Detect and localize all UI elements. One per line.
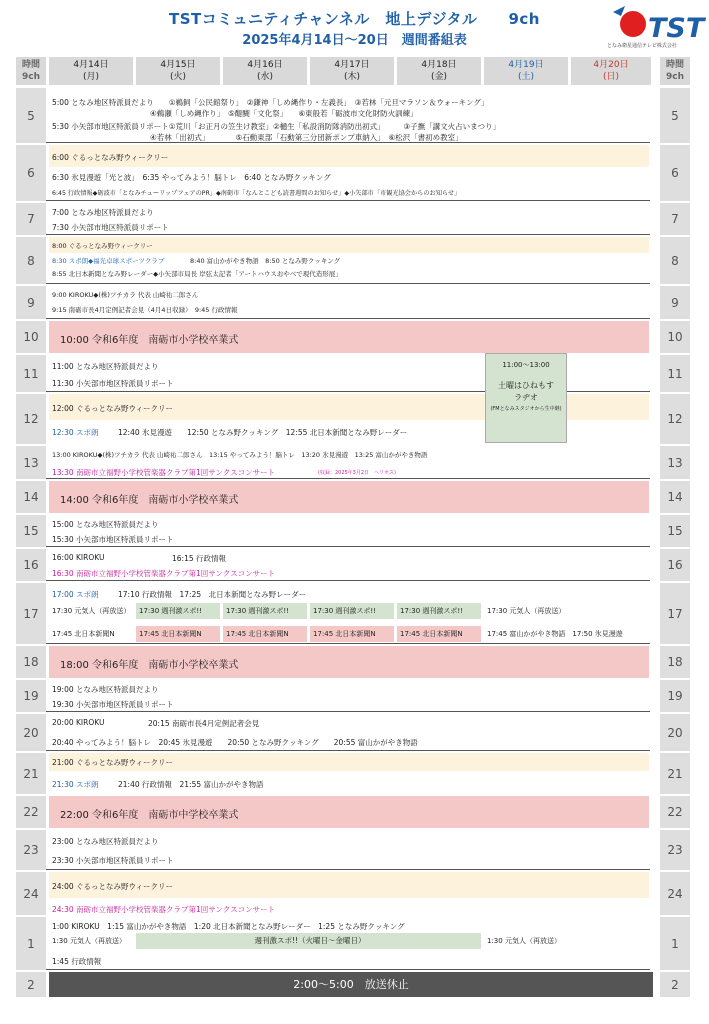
hour-label: 11	[660, 355, 690, 392]
hour-label: 9	[16, 286, 46, 319]
program-line: 23:00 となみ地区特派員だより	[52, 837, 159, 846]
hour-label: 23	[660, 830, 690, 870]
program-line: 18:00 令和6年度 南砺市小学校卒業式	[60, 660, 239, 671]
program-line: 5:00 となみ地区特派員だより ①鵜飼「公民館祭り」 ②鎌神「しめ縄作り・左義長」 ③若林「元旦マラソン＆ウォーキング」	[52, 98, 489, 107]
hour-label: 7	[16, 203, 46, 235]
page-title: TSTコミュニティチャンネル 地上デジタル 9ch	[169, 10, 540, 28]
broadcast-pause-bar: 2:00～5:00 放送休止	[49, 972, 653, 997]
program-cell-mon: 17:45 北日本新聞N	[52, 630, 115, 638]
program-line: 8:30 スポ朗◆福光卓球スポーツクラブ	[52, 257, 165, 265]
program-line: 8:00 ぐるっとなみ野ウィークリー	[52, 242, 153, 250]
hour-label: 14	[16, 481, 46, 513]
program-cell-sat: 17:30 元気人（再放送）	[487, 607, 566, 615]
day-header-thu: 4月17日 (木)	[310, 57, 394, 85]
program-cell-sat: 17:45 富山かがやき物語 17:50 氷見漫遊	[487, 630, 623, 638]
program-line: 7:30 小矢部市地区特派員リポート	[52, 223, 169, 232]
program-line: 13:30 南砺市立福野小学校管楽器クラブ第1回サンクスコンサート	[52, 468, 276, 477]
program-line: 19:30 小矢部市地区特派員リポート	[52, 700, 174, 709]
program-line: 23:30 小矢部市地区特派員リポート	[52, 856, 174, 865]
program-cell-fri: 17:45 北日本新聞N	[397, 626, 481, 642]
program-line: 6:30 氷見漫遊「光と波」 6:35 やってみよう！脳トレ 6:40 となみ野クッキング	[52, 173, 331, 182]
program-line: 19:00 となみ地区特派員だより	[52, 685, 159, 694]
radio-program-box: 11:00～13:00 土曜はひねもす ラヂオ (FMとなみスタジオから生中継)	[485, 353, 567, 443]
program-line: 6:00 ぐるっとなみ野ウィークリー	[52, 153, 169, 162]
logo-company-name: となみ衛星通信テレビ株式会社	[607, 43, 677, 49]
program-line: 20:00 KIROKU	[52, 718, 105, 727]
hour-label: 14	[660, 481, 690, 513]
day-header-sat: 4月19日 (土)	[484, 57, 568, 85]
svg-text:TST: TST	[648, 13, 705, 44]
hour-label: 2	[16, 972, 46, 997]
hour-label: 10	[660, 321, 690, 353]
hour-label: 13	[660, 446, 690, 479]
hour-label: 23	[16, 830, 46, 870]
hour-label: 9	[660, 286, 690, 319]
program-line: 8:40 富山かがやき物語 8:50 となみ野クッキング	[190, 257, 341, 265]
program-line: 11:00 となみ地区特派員だより	[52, 362, 159, 371]
program-line: 20:40 やってみよう！脳トレ 20:45 氷見漫遊 20:50 となみ野クッキング 20:55 富山かがやき物語	[52, 738, 418, 747]
hour-label: 24	[16, 872, 46, 915]
program-cell-sat: 1:30 元気人（再放送）	[487, 937, 561, 945]
program-line: ④若林「出初式」 ⑤石動東部「石動第三分団新ポンプ車納入」 ⑥松沢「書初め教室」	[150, 133, 463, 142]
day-header-fri: 4月18日 (金)	[397, 57, 481, 85]
hour-label: 15	[660, 515, 690, 547]
program-line: 12:00 ぐるっとなみ野ウィークリー	[52, 404, 174, 413]
day-header-tue: 4月15日 (火)	[136, 57, 220, 85]
program-cell-thu: 17:30 週刊激スポ!!	[310, 603, 394, 619]
program-cell-mon: 17:30 元気人（再放送）	[52, 607, 131, 615]
hour-label: 8	[16, 237, 46, 284]
program-line: 15:00 となみ地区特派員だより	[52, 520, 159, 529]
hour-label: 20	[660, 714, 690, 751]
program-line: 10:00 令和6年度 南砺市小学校卒業式	[60, 335, 239, 346]
hour-label: 2	[660, 972, 690, 997]
program-line: 24:00 ぐるっとなみ野ウィークリー	[52, 882, 174, 891]
program-line: 24:30 南砺市立福野小学校管楽器クラブ第1回サンクスコンサート	[52, 905, 276, 914]
program-line: 20:15 南砺市長4月定例記者会見	[148, 719, 260, 728]
program-line: 12:40 氷見漫遊 12:50 となみ野クッキング 12:55 北日本新聞となみ野レーダー	[118, 428, 408, 437]
hour-label: 5	[16, 88, 46, 143]
program-line: 16:00 KIROKU	[52, 553, 105, 562]
hour-label: 18	[16, 646, 46, 678]
hour-label: 7	[660, 203, 690, 235]
program-line: 1:45 行政情報	[52, 957, 102, 966]
program-line: 21:40 行政情報 21:55 富山かがやき物語	[118, 780, 264, 789]
program-cell-thu: 17:45 北日本新聞N	[310, 626, 394, 642]
hour-label: 22	[16, 796, 46, 828]
program-line: 6:45 行政情報◆砺波市「となみチューリップフェアのPR」◆南砺市「なんとこども読書週間のお知らせ」◆小矢部市「市観光協会からのお知らせ」	[52, 190, 461, 197]
program-cell-wed: 17:30 週刊激スポ!!	[223, 603, 307, 619]
program-line: 14:00 令和6年度 南砺市小学校卒業式	[60, 495, 239, 506]
program-line: 21:00 ぐるっとなみ野ウィークリー	[52, 758, 174, 767]
hour-label: 18	[660, 646, 690, 678]
hour-label: 1	[16, 917, 46, 970]
hour-label: 19	[16, 680, 46, 712]
program-line: 15:30 小矢部市地区特派員リポート	[52, 535, 174, 544]
hour-label: 16	[16, 549, 46, 581]
program-line: 13:00 KIROKU◆(株)ツチカラ 代表 山崎祐二郎さん 13:15 やってみよう！脳トレ 13:20 氷見漫遊 13:25 富山かがやき物語	[52, 451, 428, 459]
program-line: 1:00 KIROKU 1:15 富山かがやき物語 1:20 北日本新聞となみ野レーダー 1:25 となみ野クッキング	[52, 922, 405, 931]
hour-label: 12	[660, 394, 690, 444]
hour-label: 19	[660, 680, 690, 712]
program-line: 22:00 令和6年度 南砺市中学校卒業式	[60, 810, 239, 821]
page-subtitle: 2025年4月14日～20日 週間番組表	[242, 33, 467, 48]
hour-label: 8	[660, 237, 690, 284]
hour-label: 10	[16, 321, 46, 353]
hour-label: 24	[660, 872, 690, 915]
program-line: 9:00 KIROKU◆(株)ツチカラ 代表 山崎祐二郎さん	[52, 291, 199, 299]
program-cell-weekday-span: 週刊激スポ!!（火曜日～金曜日）	[136, 933, 481, 949]
program-line: ④鵜瀬「しめ縄作り」 ⑤醍醐「文化祭」 ⑥東般若「砺波市文化財防火訓練」	[150, 109, 418, 118]
day-header-sun: 4月20日 (日)	[571, 57, 651, 85]
hour-label: 20	[16, 714, 46, 751]
hour-label: 13	[16, 446, 46, 479]
program-line: 12:30 スポ朗	[52, 428, 99, 437]
program-line: 21:30 スポ朗	[52, 780, 99, 789]
day-header-mon: 4月14日 (月)	[49, 57, 133, 85]
program-cell-wed: 17:45 北日本新聞N	[223, 626, 307, 642]
header-time-left: 時間 9ch	[16, 57, 46, 85]
program-line: 11:30 小矢部市地区特派員リポート	[52, 379, 174, 388]
hour-label: 15	[16, 515, 46, 547]
program-line: 17:10 行政情報 17:25 北日本新聞となみ野レーダー	[118, 590, 307, 599]
header-time-right: 時間 9ch	[660, 57, 690, 85]
hour-label: 22	[660, 796, 690, 828]
program-cell-fri: 17:30 週刊激スポ!!	[397, 603, 481, 619]
hour-label: 11	[16, 355, 46, 392]
hour-label: 6	[660, 145, 690, 201]
program-cell-tue: 17:30 週刊激スポ!!	[136, 603, 220, 619]
program-line: 17:00 スポ朗	[52, 590, 99, 599]
hour-label: 17	[660, 583, 690, 644]
program-cell-mon: 1:30 元気人（再放送）	[52, 937, 126, 945]
program-line: 16:15 行政情報	[172, 554, 226, 563]
program-line: 7:00 となみ地区特派員だより	[52, 208, 154, 217]
hour-label: 6	[16, 145, 46, 201]
program-line: (収録：2025年3月2日 ヘリオス)	[318, 470, 396, 476]
day-header-wed: 4月16日 (水)	[223, 57, 307, 85]
hour-label: 5	[660, 88, 690, 143]
program-line: 16:30 南砺市立福野小学校管楽器クラブ第1回サンクスコンサート	[52, 569, 276, 578]
hour-label: 12	[16, 394, 46, 444]
program-cell-tue: 17:45 北日本新聞N	[136, 626, 220, 642]
hour-label: 21	[16, 753, 46, 794]
hour-label: 21	[660, 753, 690, 794]
program-line: 5:30 小矢部市地区特派員リポート①荒川「お正月の笠生け教室」②樋生「私設消防隊消防出初式」 ③子撫「講文火占いまつり」	[52, 122, 501, 131]
program-line: 8:55 北日本新聞となみ野レーダー◆小矢部市局長 岸弦太記者「アートハウスおやべで現代造形展」	[52, 270, 342, 278]
hour-label: 17	[16, 583, 46, 644]
program-line: 9:15 南砺市長4月定例記者会見（4月4日収録） 9:45 行政情報	[52, 306, 238, 314]
hour-label: 16	[660, 549, 690, 581]
hour-label: 1	[660, 917, 690, 970]
